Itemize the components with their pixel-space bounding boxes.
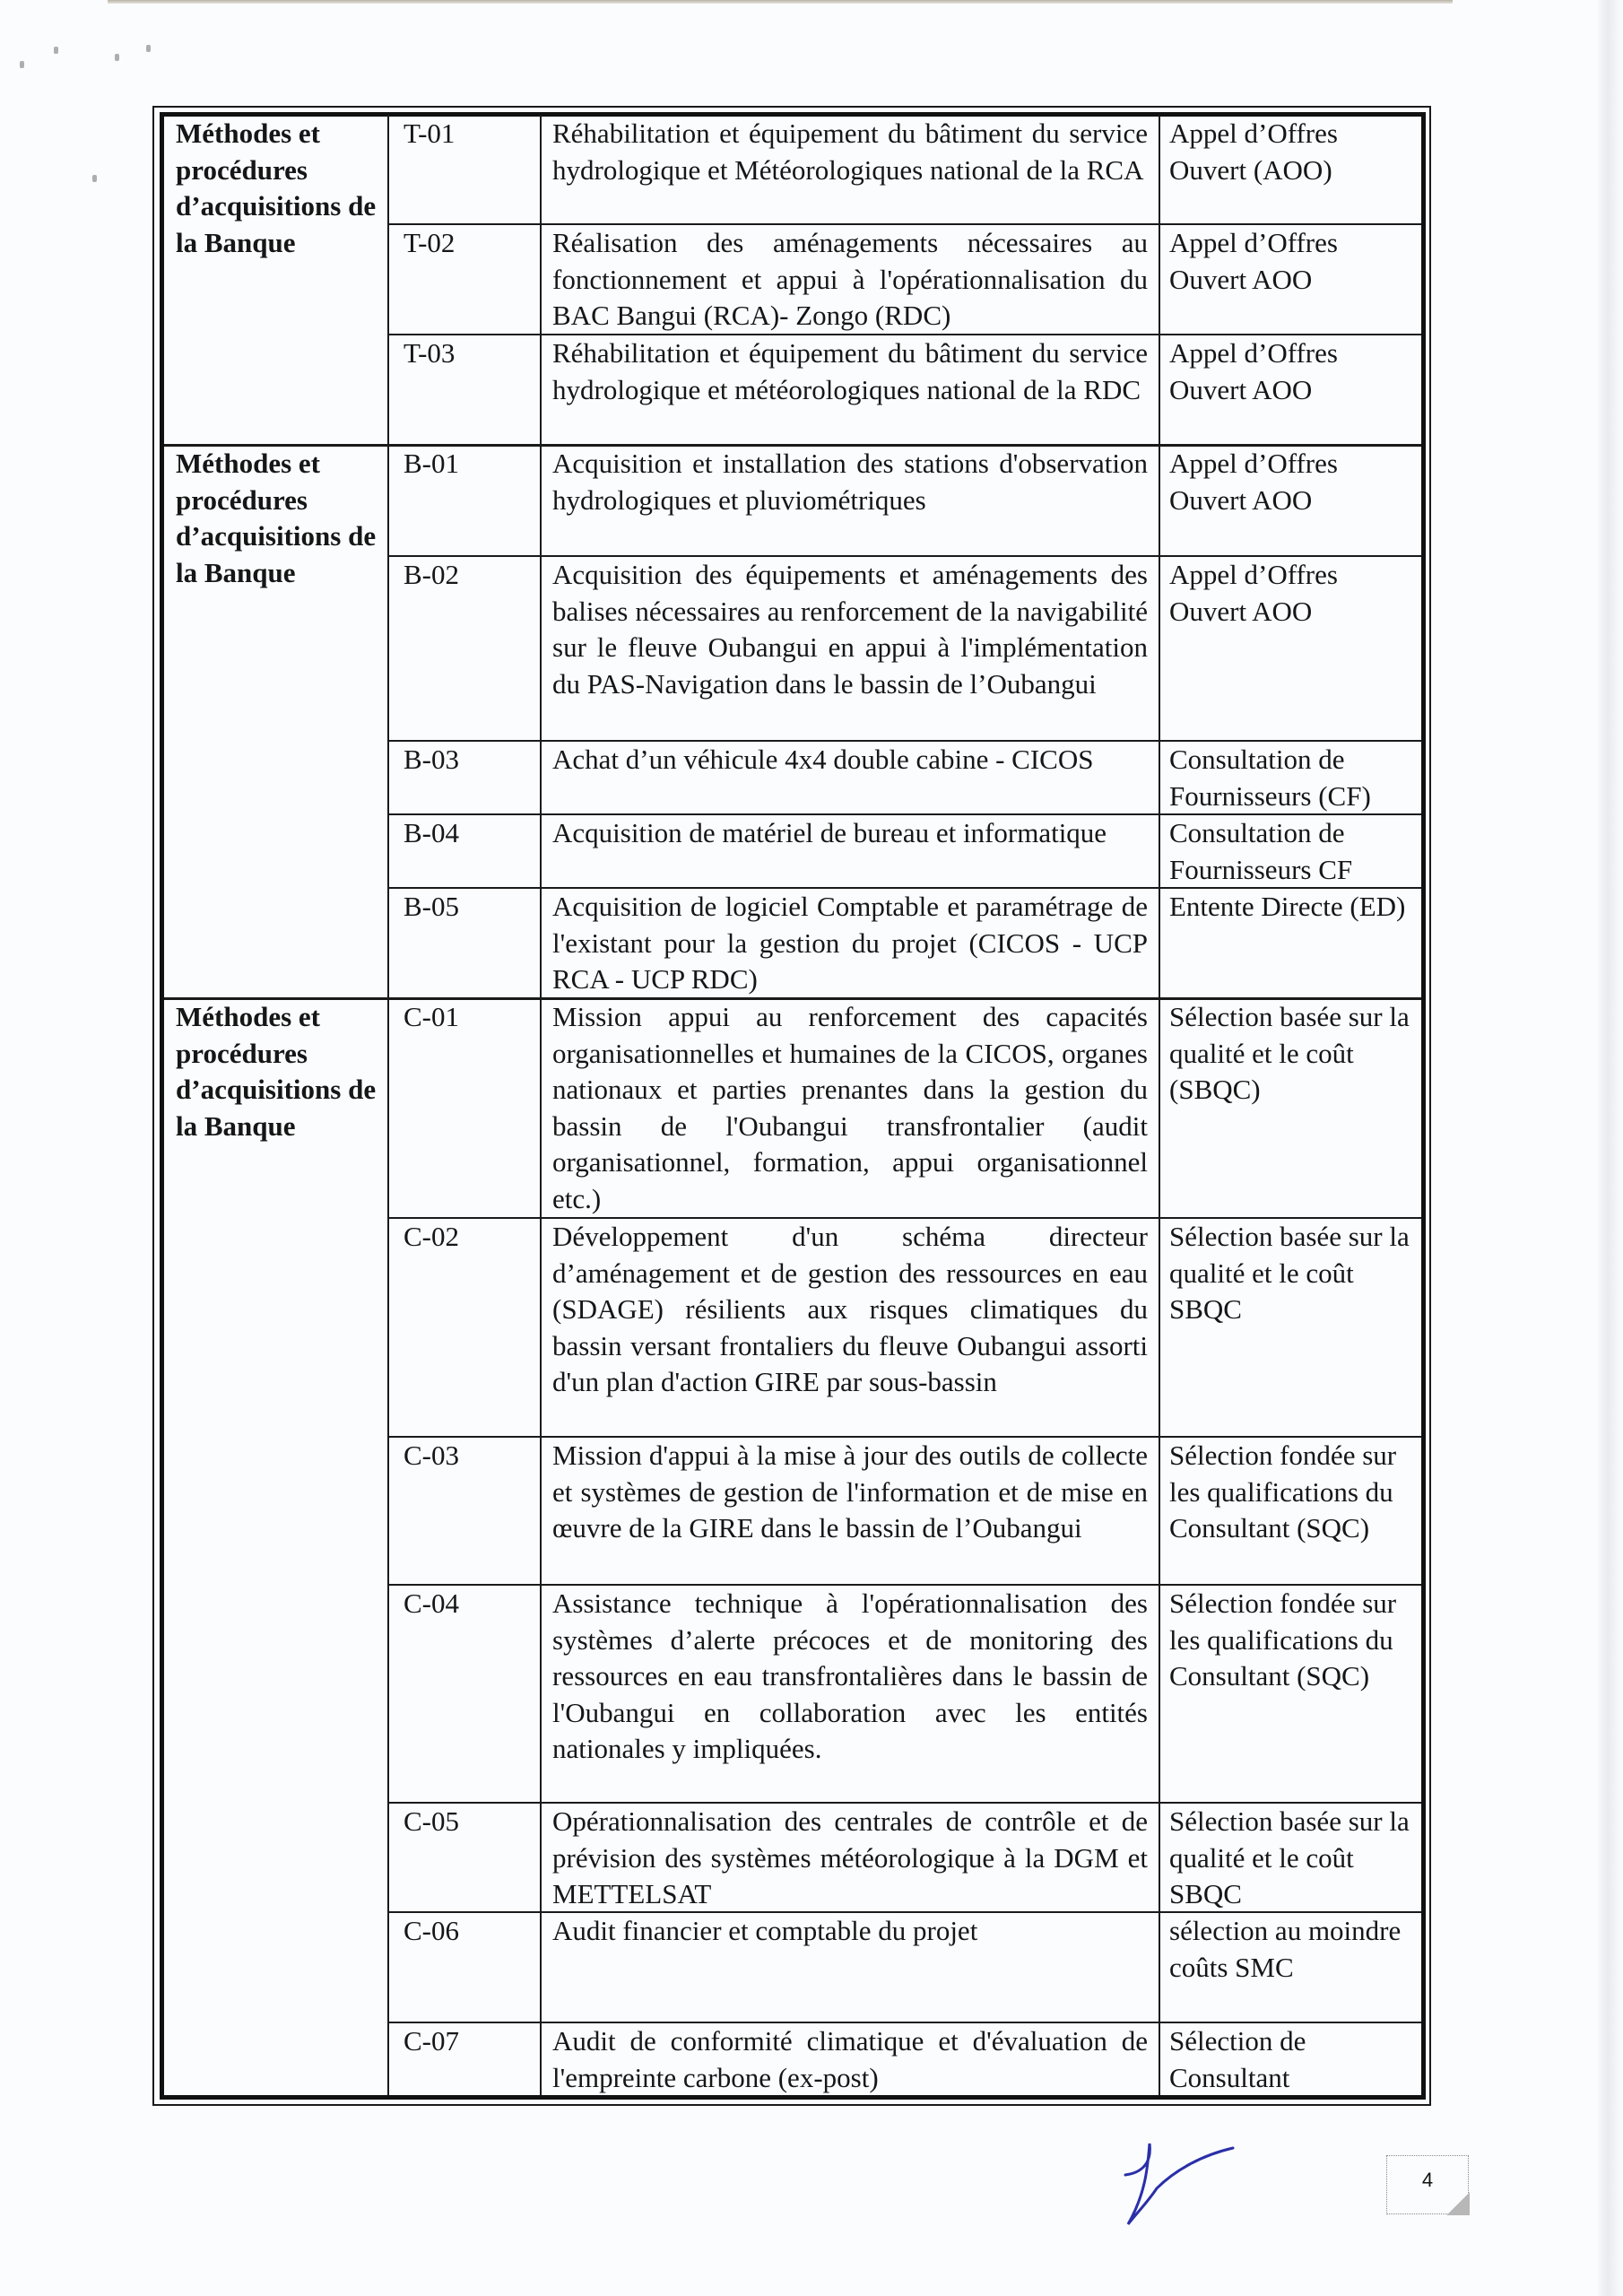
procurement-method: Sélection basée sur la qualité et le coût (SBQC) [1169, 1001, 1410, 1106]
procurement-method: Sélection basée sur la qualité et le coût SBQC [1169, 1805, 1410, 1910]
scan-speck [146, 45, 151, 52]
item-code: T-01 [404, 117, 456, 149]
item-description: Acquisition de logiciel Comptable et paramétrage de l'existant pour la gestion du projet (CICOS - UCP RCA - UCP RDC) [552, 891, 1148, 996]
procurement-method: Sélection basée sur la qualité et le coût SBQC [1169, 1221, 1410, 1326]
page-number: 4 [1421, 2169, 1434, 2191]
item-code: C-07 [404, 2025, 459, 2057]
item-code: C-03 [404, 1439, 459, 1471]
page-number-box [1386, 2155, 1469, 2214]
item-code: C-05 [404, 1805, 459, 1837]
group-label: Méthodes et procédures d’acquisitions de la Banque [176, 1001, 377, 1142]
page-curl-icon [1446, 2192, 1470, 2215]
procurement-method: Appel d’Offres Ouvert AOO [1169, 448, 1338, 516]
signature-icon [1121, 2139, 1237, 2229]
item-description: Acquisition et installation des stations d'observation hydrologiques et pluviométriques [552, 448, 1148, 516]
item-description: Assistance technique à l'opérationnalisation des systèmes d’alerte précoces et de monitoring des ressources en eau transfrontalières dans le bassin de l'Oubangui en collaboration avec les entités nationales y impliquées. [552, 1587, 1148, 1765]
item-description: Réalisation des aménagements nécessaires au fonctionnement et appui à l'opérationnalisation du BAC Bangui (RCA)- Zongo (RDC) [552, 227, 1148, 332]
item-description: Réhabilitation et équipement du bâtiment du service hydrologique et météorologiques national de la RDC [552, 337, 1148, 405]
procurement-method: sélection au moindre coûts SMC [1169, 1915, 1402, 1983]
item-code: C-04 [404, 1587, 459, 1619]
item-code: B-05 [404, 891, 459, 922]
scan-edge-right [1598, 0, 1623, 2296]
item-code: C-06 [404, 1915, 459, 1946]
scan-speck [54, 47, 58, 54]
procurement-method: Consultation de Fournisseurs CF [1169, 817, 1353, 885]
procurement-method: Appel d’Offres Ouvert AOO [1169, 559, 1338, 627]
item-code: C-01 [404, 1001, 459, 1032]
procurement-method: Entente Directe (ED) [1169, 891, 1406, 922]
item-description: Achat d’un véhicule 4x4 double cabine - CICOS [552, 744, 1094, 775]
item-code: B-03 [404, 744, 459, 775]
item-description: Mission appui au renforcement des capacités organisationnelles et humaines de la CICOS, organes nationaux et parties prenantes dans la gestion du bassin de l'Oubangui transfrontalier (audit organisationnel, formation, appui organisationnel etc.) [552, 1001, 1148, 1214]
scan-speck [115, 54, 119, 61]
item-code: B-02 [404, 559, 459, 590]
procurement-method: Appel d’Offres Ouvert AOO [1169, 227, 1338, 295]
scan-speck [20, 61, 24, 68]
item-description: Acquisition de matériel de bureau et informatique [552, 817, 1107, 848]
item-code: B-04 [404, 817, 459, 848]
item-code: B-01 [404, 448, 459, 479]
item-description: Développement d'un schéma directeur d’aménagement et de gestion des ressources en eau (SDAGE) résilients aux risques climatiques du bassin versant frontaliers du fleuve Oubangui assorti d'un plan d'action GIRE par sous-bassin [552, 1221, 1148, 1398]
procurement-method: Consultation de Fournisseurs (CF) [1169, 744, 1371, 812]
group-label: Méthodes et procédures d’acquisitions de la Banque [176, 117, 377, 258]
procurement-method: Sélection fondée sur les qualifications du Consultant (SQC) [1169, 1439, 1397, 1544]
item-description: Opérationnalisation des centrales de contrôle et de prévision des systèmes météorologique à la DGM et METTELSAT [552, 1805, 1148, 1910]
item-description: Mission d'appui à la mise à jour des outils de collecte et systèmes de gestion de l'information et de mise en œuvre de la GIRE dans le bassin de l’Oubangui [552, 1439, 1148, 1544]
scan-speck [92, 175, 97, 182]
procurement-method: Appel d’Offres Ouvert AOO [1169, 337, 1338, 405]
procurement-method: Sélection de Consultant [1169, 2025, 1306, 2093]
item-code: C-02 [404, 1221, 459, 1252]
procurement-method: Appel d’Offres Ouvert (AOO) [1169, 117, 1338, 186]
item-description: Acquisition des équipements et aménagements des balises nécessaires au renforcement de la navigabilité sur le fleuve Oubangui en appui à l'implémentation du PAS-Navigation dans le bassin de l’Oubangui [552, 559, 1148, 700]
item-code: T-02 [404, 227, 456, 258]
item-description: Audit de conformité climatique et d'évaluation de l'empreinte carbone (ex-post) [552, 2025, 1148, 2093]
group-label: Méthodes et procédures d’acquisitions de la Banque [176, 448, 377, 588]
procurement-method: Sélection fondée sur les qualifications du Consultant (SQC) [1169, 1587, 1397, 1692]
scan-edge-top [108, 0, 1453, 4]
item-code: T-03 [404, 337, 456, 369]
item-description: Réhabilitation et équipement du bâtiment du service hydrologique et Météorologiques national de la RCA [552, 117, 1148, 186]
item-description: Audit financier et comptable du projet [552, 1915, 978, 1946]
